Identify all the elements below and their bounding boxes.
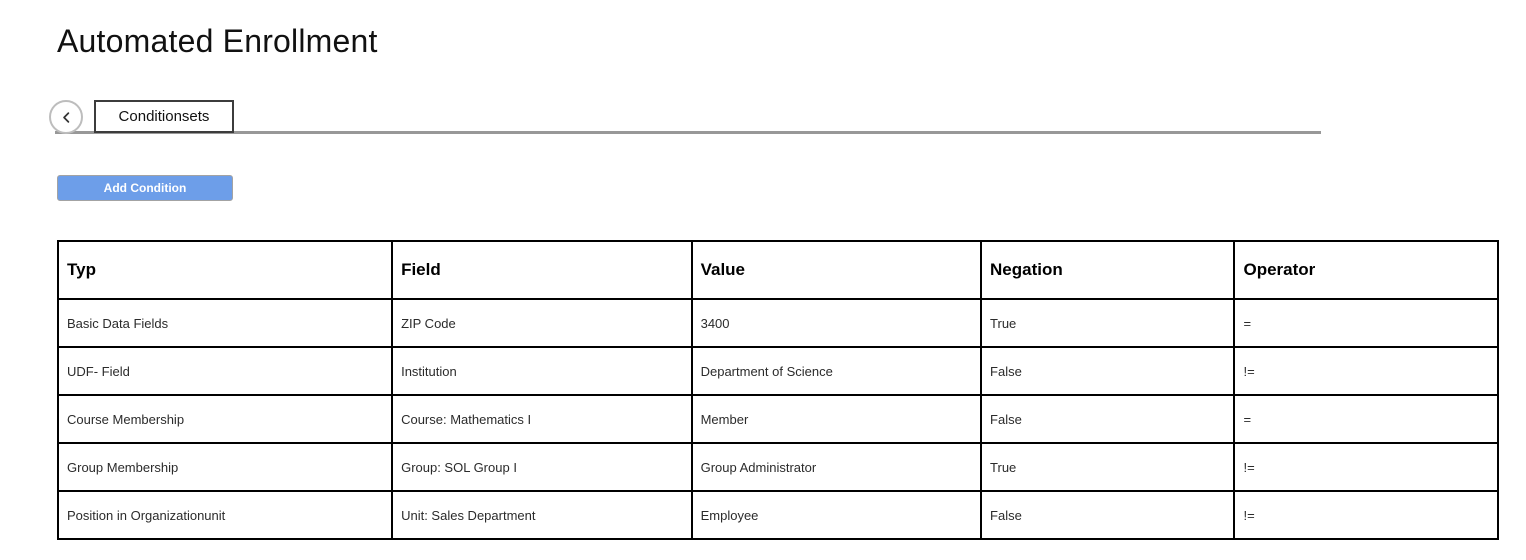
table-cell: False: [981, 395, 1234, 443]
table-cell: False: [981, 491, 1234, 539]
table-cell: True: [981, 299, 1234, 347]
table-cell: =: [1234, 395, 1498, 443]
column-header: Operator: [1234, 241, 1498, 299]
table-row: [58, 347, 1498, 395]
page-title: Automated Enrollment: [57, 23, 378, 59]
table-cell: Department of Science: [692, 347, 981, 395]
table-row: [58, 299, 1498, 347]
table-row: [58, 491, 1498, 539]
table-cell: !=: [1234, 443, 1498, 491]
table-cell: False: [981, 347, 1234, 395]
table-cell: Position in Organizationunit: [58, 491, 392, 539]
add-condition-button[interactable]: Add Condition: [57, 175, 233, 201]
table-cell: Unit: Sales Department: [392, 491, 692, 539]
table-cell: True: [981, 443, 1234, 491]
table-cell: Group: SOL Group I: [392, 443, 692, 491]
table-row: [58, 395, 1498, 443]
table-cell: Member: [692, 395, 981, 443]
table-cell: 3400: [692, 299, 981, 347]
table-cell: !=: [1234, 347, 1498, 395]
table-cell: Course: Mathematics I: [392, 395, 692, 443]
tab-conditionsets[interactable]: [94, 100, 234, 133]
back-button[interactable]: [49, 100, 83, 134]
conditions-table: [57, 240, 1499, 540]
column-header: Value: [692, 241, 981, 299]
table-cell: Course Membership: [58, 395, 392, 443]
tab-underline: [55, 131, 1321, 134]
table-cell: Group Administrator: [692, 443, 981, 491]
table-header: [58, 241, 1498, 299]
table-body: [58, 299, 1498, 539]
table-cell: UDF- Field: [58, 347, 392, 395]
table-header-row: [58, 241, 1498, 299]
table-cell: Employee: [692, 491, 981, 539]
table-cell: ZIP Code: [392, 299, 692, 347]
column-header: Negation: [981, 241, 1234, 299]
tab-conditionsets-label: Conditionsets: [118, 108, 210, 125]
column-header: Typ: [58, 241, 392, 299]
table-cell: Group Membership: [58, 443, 392, 491]
table-cell: Institution: [392, 347, 692, 395]
chevron-left-icon: [60, 111, 73, 124]
table-row: [58, 443, 1498, 491]
table-cell: Basic Data Fields: [58, 299, 392, 347]
table-cell: !=: [1234, 491, 1498, 539]
table-cell: =: [1234, 299, 1498, 347]
column-header: Field: [392, 241, 692, 299]
